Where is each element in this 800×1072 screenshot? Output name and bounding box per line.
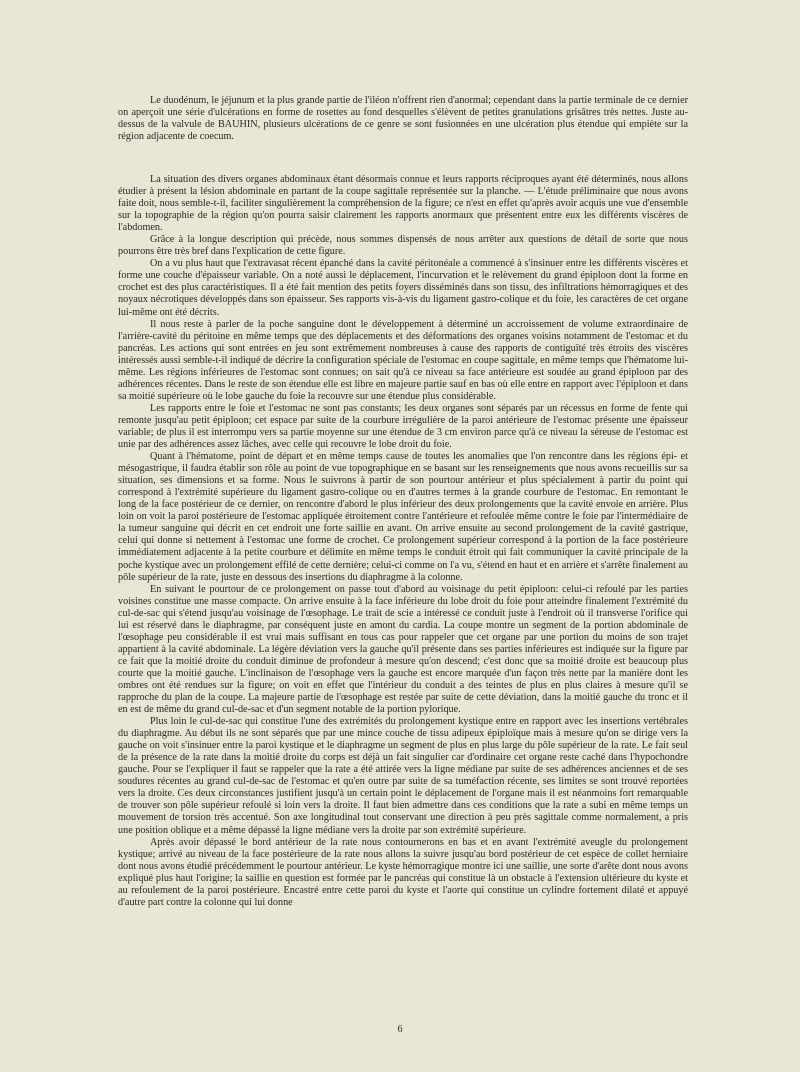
paragraph: Grâce à la longue description qui précède, nous sommes dispensés de nous arrêter aux questions de détail de sorte que nous pourrons être très bref dans l'explication de cette figure. <box>118 234 688 258</box>
intro-paragraph: Le duodénum, le jéjunum et la plus grande partie de l'iléon n'offrent rien d'anormal; cependant dans la partie terminale de ce dernier on aperçoit une série d'ulcérations en forme de rosettes au fond desquelles s'élèvent de petites granulations grisâtres très nettes. Juste au-dessus de la valvule de BAUHIN, plusieurs ulcérations de ce genre se sont fusionnées en une ulcération plus étendue qui empiète sur la région adjacente de coecum. <box>118 95 688 143</box>
paragraph: En suivant le pourtour de ce prolongement on passe tout d'abord au voisinage du petit épiploon: celui-ci refoulé par les parties voisines constitue une masse compacte. On arrive ensuite à la face inférieure du lobe droit du foie pour atteindre finalement l'extrémité du cul-de-sac qui s'étend jusqu'au voisinage de l'œsophage. Le trait de scie a intéressé ce conduit juste à l'endroit où il transverse l'orifice qui lui est réservé dans le diaphragme, par conséquent juste en amont du cardia. La coupe montre un segment de la portion abdominale de l'œsophage peu considérable il est vrai mais suffisant en tous cas pour rappeler que cet organe par une portion du moins de son trajet appartient à la cavité abdominale. La légère déviation vers la gauche qu'il présente dans ses parties inférieures est indiquée sur la figure par ce fait que la moitié droite du conduit diminue de profondeur à mesure qu'on descend; c'est donc que sa moitié droite est beaucoup plus courte que la moitié gauche. L'inclinaison de l'œsophage vers la gauche est encore marquée d'un façon très nette par la manière dont les ombres ont été rendues sur la figure; on voit en effet que l'intérieur du conduit a des teintes de plus en plus claires à mesure qu'il se rapproche du plan de la coupe. La majeure partie de l'œsophage est restée par suite de cette déviation, dans la moitié gauche du tronc et il en est de même du grand cul-de-sac et d'un segment notable de la portion pylorique. <box>118 583 688 716</box>
paragraph: Il nous reste à parler de la poche sanguine dont le développement à déterminé un accroissement de volume extraordinaire de l'arrière-cavité du péritoine en même temps que des déplacements et des déformations des organes voisins notamment de l'estomac et du pancréas. Les actions qui sont entrées en jeu sont extrêmement nombreuses à cause des rapports de contiguïté très étroits des viscères intéressés aussi semble-t-il indiqué de décrire la configuration spéciale de l'estomac en coupe sagittale, en même temps que l'hématome lui-même. Les régions inférieures de l'estomac sont connues; on sait qu'à ce niveau sa face antérieure est soudée au grand épiploon par des adhérences récentes. Dans le reste de son étendue elle est libre en majeure partie sauf en bas où elle entre en rapport avec l'épiploon et dans sa moitié supérieure où le lobe gauche du foie la recouvre sur une étendue plus considérable. <box>118 318 688 402</box>
page-number: 6 <box>397 1024 403 1035</box>
paragraph: Quant à l'hématome, point de départ et en même temps cause de toutes les anomalies que l'on rencontre dans les régions épi- et mésogastrique, il faudra établir son rôle au point de vue topographique en se basant sur les renseignements que nous avons recueillis sur sa situation, ses dimensions et sa forme. Nous le suivrons à partir de son pourtour antérieur et plus spécialement à partir du point qui correspond à l'extrémité supérieure du ligament gastro-colique ou en d'autres termes à la grande courbure de l'estomac. En remontant le long de la face postérieur de ce dernier, on rencontre d'abord le plus inférieur des deux prolongements que la cavité envoie en arrière. Plus loin on voit la paroi postérieure de l'estomac appliquée étroitement contre l'antérieure et refoulée même contre le foie par l'intermédiaire de la tumeur sanguine qui décrit en cet endroit une forte saillie en avant. On arrive ensuite au second prolongement de la cavité gastrique, celui qui donne si nettement à l'estomac une forme de crochet. Ce prolongement supérieur correspond à la portion de la face postérieure immédiatement adjacente à la petite courbure et délimite en même temps le conduit étroit qui fait communiquer la cavité principale de la poche kystique avec un prolongement effilé de cette dernière; celui-ci comme on l'a vu, s'étend en haut et en arrière et s'arrête finalement au pôle supérieur de la rate, juste en dessous des insertions du diaphragme à la colonne. <box>118 451 688 583</box>
intro-block <box>118 95 688 143</box>
paragraph: Les rapports entre le foie et l'estomac ne sont pas constants; les deux organes sont séparés par un récessus en forme de fente qui remonte jusqu'au petit épiploon; cet espace par suite de la courbure irrégulière de la paroi antérieure de l'estomac présente une épaisseur variable; de plus il est interrompu vers sa partie moyenne sur une étendue de 3 cm environ parce qu'à ce niveau la séreuse de l'estomac est unie par des adhérences assez lâches, avec celle qui recouvre le lobe droit du foie. <box>118 402 688 451</box>
paragraph: Plus loin le cul-de-sac qui constitue l'une des extrémités du prolongement kystique entre en rapport avec les insertions vertébrales du diaphragme. Au début ils ne sont séparés que par une mince couche de tissu adipeux épiploïque mais à mesure qu'on se dirige vers la gauche on voit s'insinuer entre la paroi kystique et le diaphragme un segment de plus en plus large du pôle supérieur de la rate. Le fait seul de la présence de la rate dans la moitié droite du corps est déjà un fait singulier car d'ordinaire cet organe reste caché dans l'hypochondre gauche. Pour se l'expliquer il faut se rappeler que la rate a été attirée vers la ligne médiane par suite de ses adhérences anciennes et de ses soudures récentes au grand cul-de-sac de l'estomac et qu'en outre par suite de sa tuméfaction récente, ses limites se sont trouvé reportées vers la droite. Ces deux circonstances justifient jusqu'à un certain point le déplacement de l'organe mais il est néanmoins fort remarquable de trouver son pôle supérieur refoulé si loin vers la droite. Il faut bien admettre dans ces conditions que la rate a subi en même temps un mouvement de torsion très accentué. Son axe longitudinal tout conservant une direction à peu près sagittale comme normalement, a pris une position oblique et a même dépassé la ligne médiane vers la droite par son extrémité supérieure. <box>118 716 688 836</box>
paragraph: Après avoir dépassé le bord antérieur de la rate nous contournerons en bas et en avant l'extrémité aveugle du prolongement kystique; arrivé au niveau de la face postérieure de la rate nous allons la suivre jusqu'au bord postérieur de cet espèce de collet herniaire dont nous avons étudié précédemment le pourtour antérieur. Le kyste hémorragique montre ici une saillie, une sorte d'arête dont nous avons expliqué plus haut l'origine; la saillie en question est formée par le pancréas qui constitue là un obstacle à l'extension ultérieure du kyste et au refoulement de la paroi postérieure. Encastré entre cette paroi du kyste et l'aorte qui constitue un cylindre fortement dilaté et appuyé d'autre part contre la colonne qui lui donne <box>118 836 688 908</box>
paragraph: On a vu plus haut que l'extravasat récent épanché dans la cavité péritonéale a commencé à s'insinuer entre les différents viscères et forme une couche d'épaisseur variable. On a noté aussi le déplacement, l'incurvation et le relèvement du grand épiploon dont la forme en crochet est des plus caractéristiques. Il a été fait mention des petits foyers disséminés dans son tissu, des infiltrations hémorragiques et des noyaux nécrotiques développés dans son épaisseur. Ses rapports vis-à-vis du ligament gastro-colique et du foie, les caractères de cet organe lui-même ont été décrits. <box>118 258 688 318</box>
paragraph: La situation des divers organes abdominaux étant désormais connue et leurs rapports réciproques ayant été déterminés, nous allons étudier à présent la lésion abdominale en partant de la coupe sagittale représentée sur la planche. — L'étude préliminaire que nous avons faite doit, nous semble-t-il, faciliter singulièrement la compréhension de la figure; ce n'est en effet qu'après avoir acquis une vue d'ensemble sur la topographie de la région qu'on pourra saisir clairement les rapports anormaux que présentent entre eux les différents viscères de l'abdomen. <box>118 174 688 234</box>
main-text-block <box>118 174 688 909</box>
